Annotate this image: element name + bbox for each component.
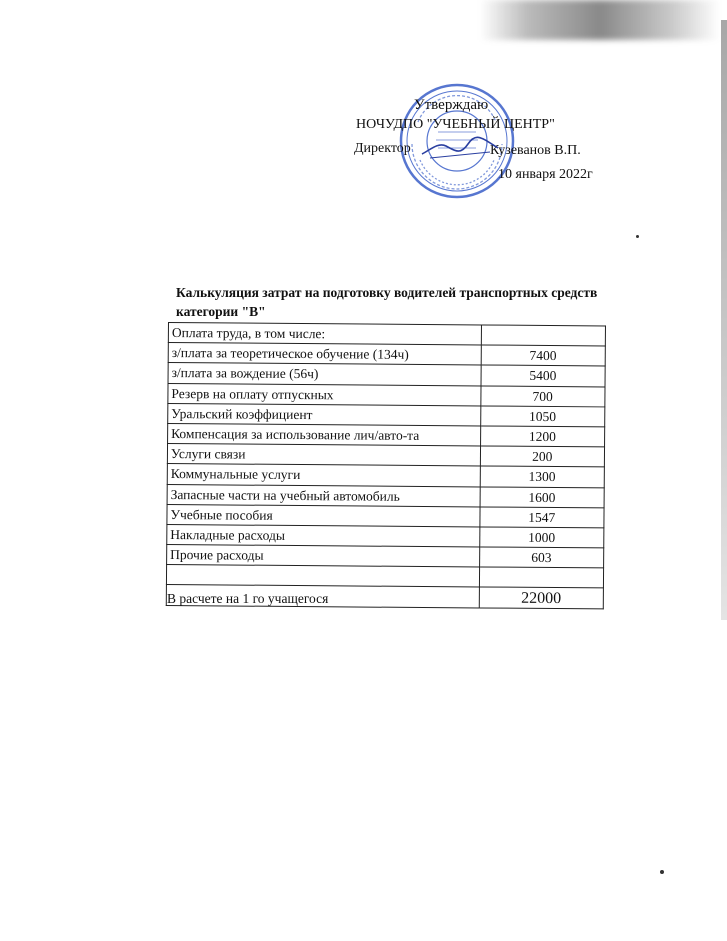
cost-item-value: 1547 [479,507,604,528]
table-row [168,343,605,367]
cost-item-label [166,565,479,588]
cost-item-label: Услуги связи [167,444,480,467]
table-row [168,383,605,407]
cost-item-value [481,325,606,346]
cost-item-value [479,567,604,588]
scan-speck [636,235,639,238]
signature-icon [420,132,500,162]
cost-item-label: Учебные пособия [167,504,480,527]
cost-item-label: Накладные расходы [167,524,480,547]
table-row [167,484,604,508]
cost-item-label: Запасные части на учебный автомобиль [167,484,480,507]
cost-item-label: з/плата за теоретическое обучение (134ч) [168,343,481,366]
cost-item-value: 1600 [480,486,605,507]
per-student-note: В расчете на 1 го учащегося [167,591,329,606]
cost-table [166,322,606,609]
cost-item-value: 5400 [481,365,606,386]
cost-item-value: 1300 [480,466,605,487]
cost-item-label: Компенсация за использование лич/авто-та [168,423,481,446]
total-value: 22000 [479,587,604,608]
cost-item-label: Прочие расходы [167,545,480,568]
table-row [167,545,604,569]
table-row [167,504,604,528]
cost-item-label: Коммунальные услуги [167,464,480,487]
cost-item-value: 700 [480,386,605,407]
cost-item-value: 7400 [481,345,606,366]
cost-item-value: 1000 [479,527,604,548]
table-row [167,524,604,548]
cost-item-value: 1050 [480,406,605,427]
organization-name: НОЧУДПО "УЧЕБНЫЙ ЦЕНТР" [356,117,555,132]
approve-label: Утверждаю [414,97,489,113]
table-row [167,444,604,468]
cost-item-label: Резерв на оплату отпускных [168,383,481,406]
cost-item-value: 603 [479,547,604,568]
cost-item-label: з/плата за вождение (56ч) [168,363,481,386]
cost-item-value: 1200 [480,426,605,447]
approval-date: 10 января 2022г [498,167,593,182]
cost-item-value: 200 [480,446,605,467]
director-label: Директор [354,141,411,156]
table-row [168,323,605,347]
scan-artifact [480,0,720,40]
director-name: Кузеванов В.П. [490,143,581,158]
table-row [167,464,604,488]
scan-speck [660,870,664,874]
table-row [168,423,605,447]
document-title: Калькуляция затрат на подготовку водителей транспортных средств категории "В" [176,285,598,319]
scan-edge-shadow [721,20,727,620]
cost-item-label: Оплата труда, в том числе: [168,323,481,346]
table-row [168,363,605,387]
table-row [168,403,605,427]
cost-item-label: Уральский коэффициент [168,403,481,426]
